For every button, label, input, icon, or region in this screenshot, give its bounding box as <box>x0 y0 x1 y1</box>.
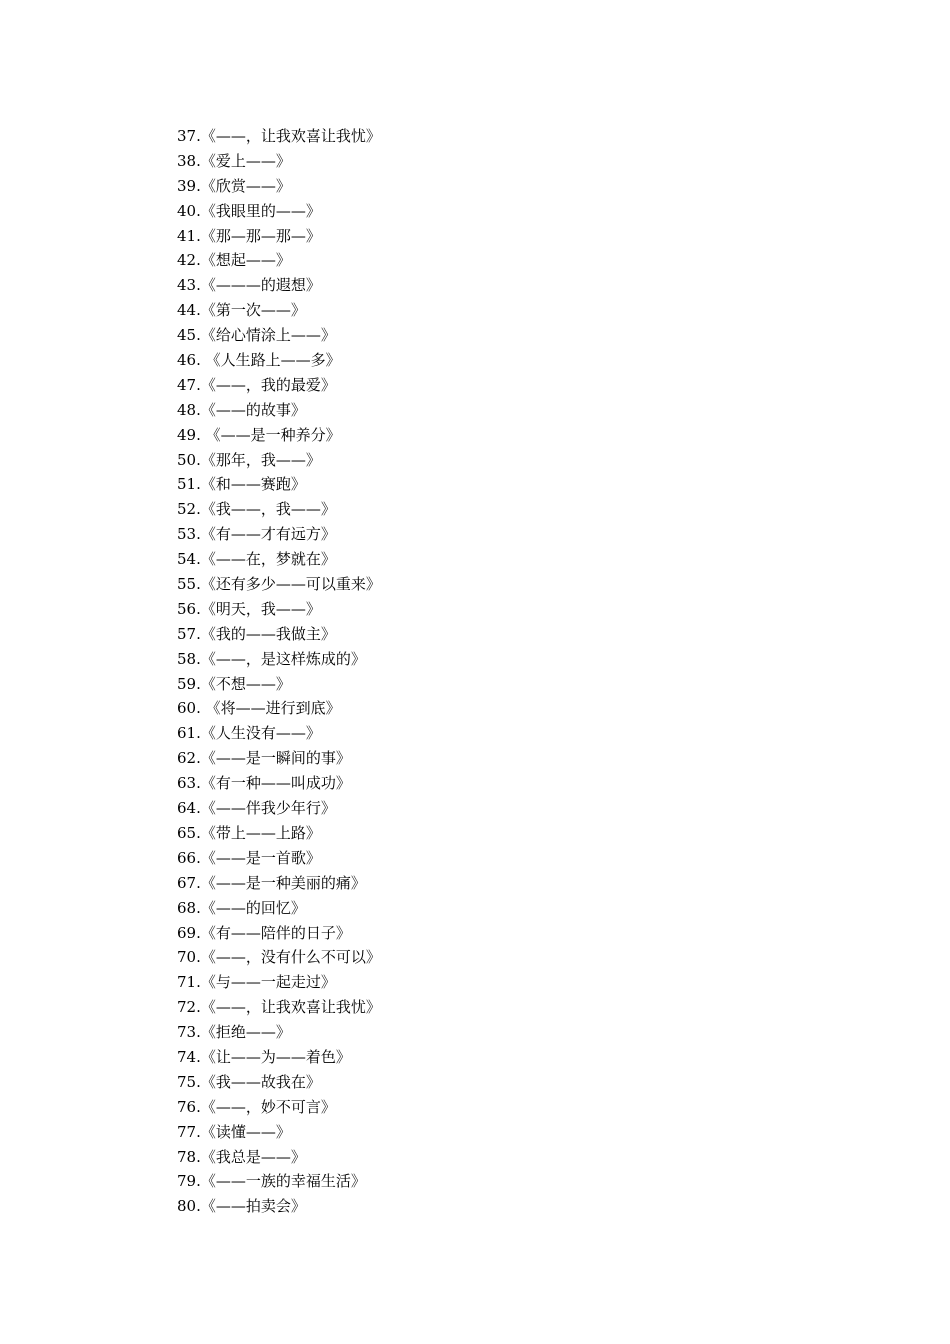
topic-list <box>177 124 381 1219</box>
list-item: 71.《与——一起走过》 <box>177 973 336 992</box>
list-item: 46. 《人生路上——多》 <box>177 351 341 370</box>
list-item: 75.《我——故我在》 <box>177 1072 321 1091</box>
list-item: 43.《———的遐想》 <box>177 276 321 295</box>
list-item: 57.《我的——我做主》 <box>177 624 336 643</box>
list-item: 68.《——的回忆》 <box>177 898 306 917</box>
list-item: 64.《——伴我少年行》 <box>177 799 336 818</box>
list-item: 56.《明天，我——》 <box>177 599 321 618</box>
list-item: 47.《——，我的最爱》 <box>177 375 336 394</box>
list-item: 44.《第一次——》 <box>177 301 306 320</box>
list-item: 69.《有——陪伴的日子》 <box>177 923 351 942</box>
list-item: 78.《我总是——》 <box>177 1147 306 1166</box>
list-item: 62.《——是一瞬间的事》 <box>177 749 351 768</box>
list-item: 52.《我——，我——》 <box>177 500 336 519</box>
list-item: 74.《让——为——着色》 <box>177 1047 351 1066</box>
list-item: 45.《给心情涂上——》 <box>177 326 336 345</box>
list-item: 70.《——，没有什么不可以》 <box>177 948 381 967</box>
list-item: 40.《我眼里的——》 <box>177 201 321 220</box>
list-item: 54.《——在，梦就在》 <box>177 550 336 569</box>
list-item: 53.《有——才有远方》 <box>177 525 336 544</box>
list-item: 76.《——，妙不可言》 <box>177 1097 336 1116</box>
list-item: 67.《——是一种美丽的痛》 <box>177 873 366 892</box>
list-item: 58.《——，是这样炼成的》 <box>177 649 366 668</box>
list-item: 79.《——一族的幸福生活》 <box>177 1172 366 1191</box>
list-item: 59.《不想——》 <box>177 674 291 693</box>
list-item: 60. 《将——进行到底》 <box>177 699 341 718</box>
list-item: 48.《——的故事》 <box>177 400 306 419</box>
list-item: 49. 《——是一种养分》 <box>177 425 341 444</box>
list-item: 80.《——拍卖会》 <box>177 1197 306 1216</box>
list-item: 42.《想起——》 <box>177 251 291 270</box>
list-item: 55.《还有多少——可以重来》 <box>177 575 381 594</box>
list-item: 39.《欣赏——》 <box>177 176 291 195</box>
list-item: 65.《带上——上路》 <box>177 823 321 842</box>
list-item: 41.《那—那—那—》 <box>177 226 321 245</box>
list-item: 38.《爱上——》 <box>177 151 291 170</box>
list-item: 63.《有一种——叫成功》 <box>177 774 351 793</box>
list-item: 61.《人生没有——》 <box>177 724 321 743</box>
list-item: 73.《拒绝——》 <box>177 1023 291 1042</box>
list-item: 66.《——是一首歌》 <box>177 848 321 867</box>
list-item: 72.《——，让我欢喜让我忧》 <box>177 998 381 1017</box>
list-item: 37.《——，让我欢喜让我忧》 <box>177 127 381 145</box>
list-item: 77.《读懂——》 <box>177 1122 291 1141</box>
list-item: 51.《和——赛跑》 <box>177 475 306 494</box>
list-item: 50.《那年，我——》 <box>177 450 321 469</box>
